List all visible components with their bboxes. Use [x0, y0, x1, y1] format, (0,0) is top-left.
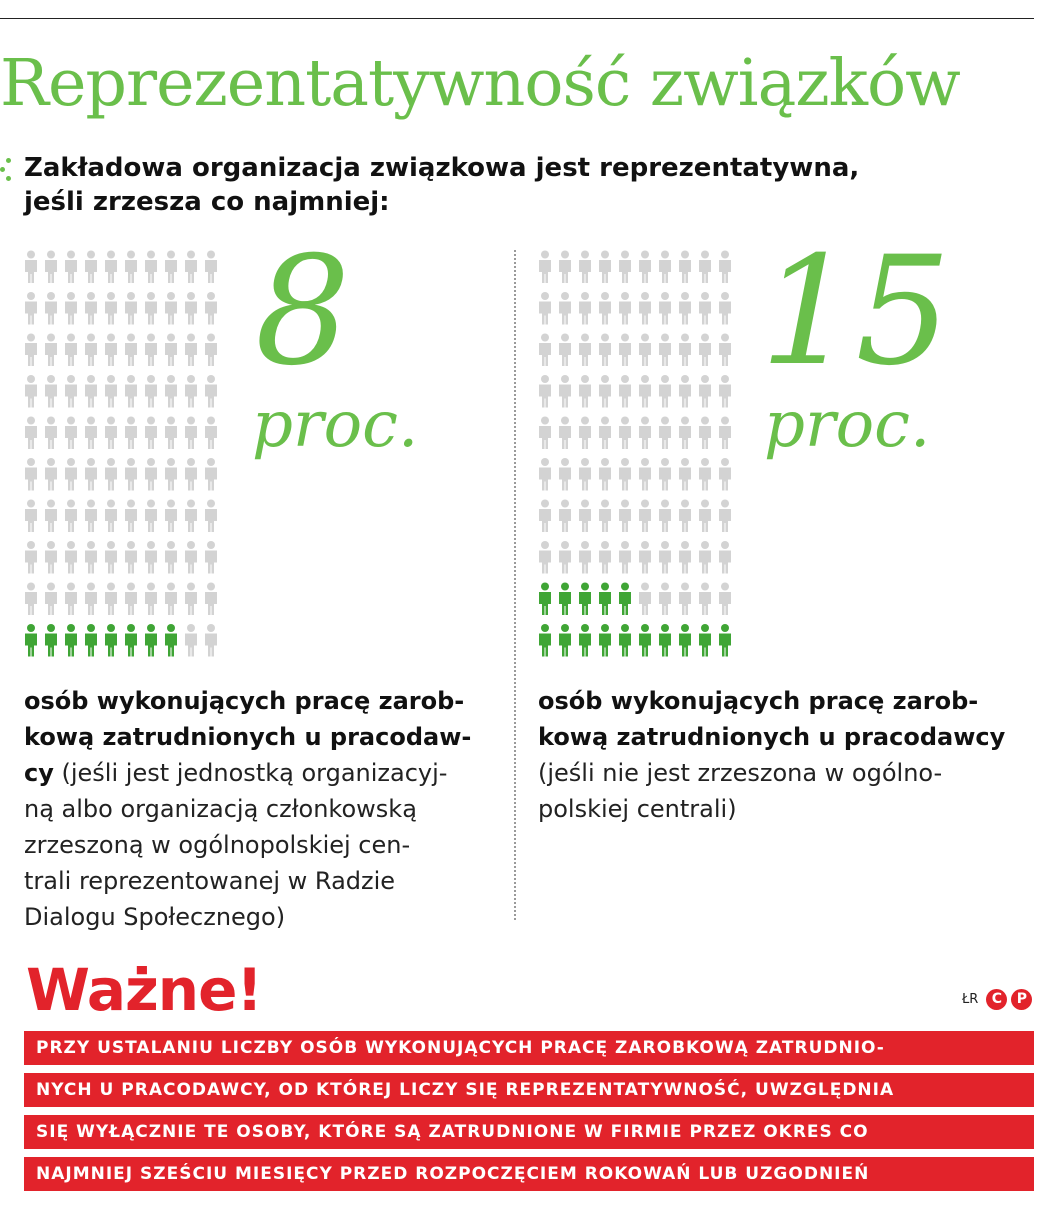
person-icon: [85, 417, 97, 450]
person-icon: [85, 500, 97, 533]
person-icon: [45, 251, 57, 284]
person-icon: [145, 500, 157, 533]
person-icon: [679, 251, 691, 284]
person-icon: [85, 334, 97, 367]
person-icon: [619, 375, 631, 408]
description-15: [538, 683, 1018, 827]
person-icon: [559, 458, 571, 491]
notice-line: SIĘ WYŁĄCZNIE TE OSOBY, KTÓRE SĄ ZATRUDNIONE W FIRMIE PRZEZ OKRES CO: [24, 1115, 1034, 1149]
person-icon: [25, 417, 37, 450]
person-icon: [205, 417, 217, 450]
person-icon: [65, 541, 77, 574]
person-icon: [25, 251, 37, 284]
person-icon-highlighted: [699, 624, 711, 657]
person-icon: [539, 251, 551, 284]
person-icon: [599, 541, 611, 574]
person-icon: [659, 334, 671, 367]
person-icon: [559, 375, 571, 408]
person-icon: [599, 251, 611, 284]
person-icon: [65, 583, 77, 616]
person-icon: [85, 458, 97, 491]
person-icon: [679, 541, 691, 574]
person-icon: [659, 251, 671, 284]
copyright-badge-c: C: [986, 989, 1007, 1010]
person-icon-highlighted: [559, 583, 571, 616]
person-icon: [25, 458, 37, 491]
person-icon: [45, 541, 57, 574]
person-icon: [559, 417, 571, 450]
person-icon: [25, 375, 37, 408]
person-icon: [699, 541, 711, 574]
person-icon-highlighted: [659, 624, 671, 657]
person-icon: [579, 541, 591, 574]
description-line: [538, 719, 1018, 755]
person-icon: [639, 583, 651, 616]
person-icon: [539, 500, 551, 533]
person-icon-highlighted: [579, 583, 591, 616]
person-icon: [185, 417, 197, 450]
person-icon: [719, 417, 731, 450]
person-icon-highlighted: [559, 624, 571, 657]
person-icon-highlighted: [145, 624, 157, 657]
person-icon-highlighted: [125, 624, 137, 657]
person-icon: [105, 292, 117, 325]
person-icon: [105, 541, 117, 574]
person-icon: [105, 583, 117, 616]
person-icon: [539, 375, 551, 408]
person-icon: [639, 334, 651, 367]
person-icon: [639, 458, 651, 491]
description-line: [538, 683, 1018, 719]
description-line: [24, 863, 504, 899]
description-bold: kową zatrudnionych u pracodawcy: [538, 723, 1006, 751]
person-icon: [145, 583, 157, 616]
person-icon: [205, 251, 217, 284]
person-icon: [65, 417, 77, 450]
person-icon: [639, 292, 651, 325]
description-normal: Dialogu Społecznego): [24, 903, 286, 931]
person-icon: [185, 541, 197, 574]
percent-value: 15: [760, 225, 951, 399]
person-icon: [85, 583, 97, 616]
person-icon: [165, 292, 177, 325]
description-line: [24, 827, 504, 863]
person-icon: [25, 500, 37, 533]
person-icon: [539, 417, 551, 450]
description-bold: cy: [24, 759, 54, 787]
person-icon: [679, 292, 691, 325]
person-icon: [65, 458, 77, 491]
description-normal: trali reprezentowanej w Radzie: [24, 867, 396, 895]
notice-line: NYCH U PRACODAWCY, OD KTÓREJ LICZY SIĘ REPREZENTATYWNOŚĆ, UWZGLĘDNIA: [24, 1073, 1034, 1107]
person-icon: [125, 334, 137, 367]
person-icon: [205, 500, 217, 533]
person-icon: [145, 375, 157, 408]
person-icon: [125, 251, 137, 284]
description-normal: (jeśli jest jednostką organizacyj-: [53, 759, 448, 787]
description-8: [24, 683, 504, 935]
person-icon: [105, 500, 117, 533]
important-heading: Ważne!: [26, 956, 262, 1024]
person-icon: [145, 334, 157, 367]
person-icon-highlighted: [539, 583, 551, 616]
person-icon: [619, 458, 631, 491]
person-icon: [85, 251, 97, 284]
description-line: [24, 719, 504, 755]
person-icon: [125, 583, 137, 616]
person-icon: [165, 541, 177, 574]
person-icon: [659, 458, 671, 491]
person-icon: [659, 541, 671, 574]
person-icon: [579, 375, 591, 408]
person-icon: [185, 458, 197, 491]
person-icon: [165, 500, 177, 533]
person-icon: [619, 541, 631, 574]
person-icon: [65, 251, 77, 284]
percent-unit: proc.: [252, 388, 419, 462]
person-icon: [45, 292, 57, 325]
person-icon: [205, 541, 217, 574]
person-icon-highlighted: [85, 624, 97, 657]
person-icon: [639, 417, 651, 450]
person-icon: [125, 292, 137, 325]
person-icon-highlighted: [599, 624, 611, 657]
person-icon: [205, 292, 217, 325]
person-icon: [145, 458, 157, 491]
person-icon: [679, 417, 691, 450]
person-icon: [185, 624, 197, 657]
description-normal: zrzeszoną w ogólnopolskiej cen-: [24, 831, 411, 859]
person-icon: [579, 292, 591, 325]
person-icon: [599, 334, 611, 367]
person-icon: [539, 334, 551, 367]
person-icon: [205, 375, 217, 408]
notice-line: PRZY USTALANIU LICZBY OSÓB WYKONUJĄCYCH PRACĘ ZAROBKOWĄ ZATRUDNIO-: [24, 1031, 1034, 1065]
person-icon: [559, 251, 571, 284]
isotype-grid-15: [538, 248, 738, 660]
person-icon: [45, 583, 57, 616]
person-icon-highlighted: [65, 624, 77, 657]
person-icon-highlighted: [105, 624, 117, 657]
top-rule: [0, 18, 1034, 19]
person-icon-highlighted: [619, 624, 631, 657]
person-icon: [205, 624, 217, 657]
person-icon: [145, 417, 157, 450]
person-icon: [719, 292, 731, 325]
person-icon: [599, 375, 611, 408]
person-icon: [559, 292, 571, 325]
person-icon: [699, 292, 711, 325]
person-icon: [105, 334, 117, 367]
person-icon: [539, 541, 551, 574]
person-icon: [185, 292, 197, 325]
person-icon: [25, 334, 37, 367]
person-icon: [165, 417, 177, 450]
person-icon: [65, 375, 77, 408]
person-icon: [579, 500, 591, 533]
person-icon: [699, 375, 711, 408]
person-icon: [719, 541, 731, 574]
description-line: [538, 755, 1018, 791]
person-icon: [205, 458, 217, 491]
person-icon: [559, 334, 571, 367]
person-icon: [125, 417, 137, 450]
person-icon: [125, 541, 137, 574]
person-icon-highlighted: [639, 624, 651, 657]
person-icon: [599, 292, 611, 325]
description-line: [24, 899, 504, 935]
credit: [962, 984, 1032, 1014]
person-icon: [185, 583, 197, 616]
person-icon: [659, 292, 671, 325]
person-icon: [45, 334, 57, 367]
isotype-figures: [538, 248, 738, 660]
description-normal: polskiej centrali): [538, 795, 737, 823]
bullet-dots-icon: [0, 158, 18, 182]
description-bold: kową zatrudnionych u pracodaw-: [24, 723, 472, 751]
person-icon: [659, 583, 671, 616]
dotted-divider: [514, 250, 516, 920]
person-icon: [65, 334, 77, 367]
person-icon: [659, 375, 671, 408]
person-icon-highlighted: [679, 624, 691, 657]
person-icon: [185, 251, 197, 284]
person-icon: [185, 334, 197, 367]
isotype-figures: [24, 248, 224, 660]
person-icon: [679, 458, 691, 491]
person-icon: [165, 251, 177, 284]
person-icon: [719, 458, 731, 491]
person-icon: [145, 541, 157, 574]
person-icon: [45, 458, 57, 491]
person-icon: [699, 583, 711, 616]
person-icon: [559, 500, 571, 533]
description-bold: osób wykonujących pracę zarob-: [24, 687, 465, 715]
lead-line: Zakładowa organizacja związkowa jest reprezentatywna,: [24, 153, 860, 183]
person-icon: [145, 292, 157, 325]
person-icon: [145, 251, 157, 284]
person-icon: [185, 375, 197, 408]
person-icon: [699, 458, 711, 491]
person-icon-highlighted: [579, 624, 591, 657]
percent-value: 8: [255, 225, 351, 399]
person-icon: [599, 458, 611, 491]
description-line: [24, 791, 504, 827]
person-icon: [65, 292, 77, 325]
person-icon: [165, 375, 177, 408]
lead-line: jeśli zrzesza co najmniej:: [24, 187, 390, 217]
person-icon: [85, 375, 97, 408]
description-line: [24, 755, 504, 791]
person-icon: [619, 292, 631, 325]
person-icon: [699, 334, 711, 367]
person-icon: [639, 541, 651, 574]
person-icon: [659, 417, 671, 450]
person-icon: [105, 375, 117, 408]
person-icon: [45, 500, 57, 533]
percent-unit: proc.: [764, 388, 931, 462]
person-icon: [619, 500, 631, 533]
person-icon-highlighted: [719, 624, 731, 657]
person-icon: [559, 541, 571, 574]
person-icon: [185, 500, 197, 533]
person-icon-highlighted: [165, 624, 177, 657]
person-icon: [105, 251, 117, 284]
person-icon: [165, 458, 177, 491]
person-icon: [699, 500, 711, 533]
person-icon: [579, 251, 591, 284]
person-icon: [619, 417, 631, 450]
person-icon: [45, 375, 57, 408]
author-initials: ŁR: [962, 991, 979, 1007]
person-icon-highlighted: [45, 624, 57, 657]
person-icon: [25, 541, 37, 574]
person-icon: [579, 334, 591, 367]
person-icon: [619, 334, 631, 367]
person-icon: [699, 417, 711, 450]
person-icon: [599, 500, 611, 533]
person-icon: [105, 417, 117, 450]
copyright-badge-p: P: [1011, 989, 1032, 1010]
person-icon: [65, 500, 77, 533]
person-icon: [719, 375, 731, 408]
person-icon-highlighted: [539, 624, 551, 657]
description-normal: ną albo organizacją członkowską: [24, 795, 417, 823]
isotype-grid-8: [24, 248, 224, 660]
notice-line: NAJMNIEJ SZEŚCIU MIESIĘCY PRZED ROZPOCZĘCIEM ROKOWAŃ LUB UZGODNIEŃ: [24, 1157, 1034, 1191]
person-icon-highlighted: [25, 624, 37, 657]
person-icon: [699, 251, 711, 284]
person-icon: [125, 458, 137, 491]
person-icon: [85, 541, 97, 574]
person-icon: [579, 417, 591, 450]
person-icon: [719, 583, 731, 616]
person-icon: [579, 458, 591, 491]
person-icon: [639, 375, 651, 408]
person-icon: [719, 251, 731, 284]
person-icon: [539, 292, 551, 325]
person-icon: [125, 375, 137, 408]
person-icon: [659, 500, 671, 533]
person-icon: [125, 500, 137, 533]
description-line: [24, 683, 504, 719]
important-notice: [24, 1031, 1034, 1199]
person-icon: [619, 251, 631, 284]
person-icon: [205, 334, 217, 367]
person-icon: [539, 458, 551, 491]
person-icon: [679, 583, 691, 616]
person-icon: [25, 292, 37, 325]
person-icon: [719, 500, 731, 533]
person-icon: [599, 417, 611, 450]
description-normal: (jeśli nie jest zrzeszona w ogólno-: [538, 759, 943, 787]
person-icon: [205, 583, 217, 616]
description-line: [538, 791, 1018, 827]
person-icon: [639, 251, 651, 284]
person-icon: [45, 417, 57, 450]
person-icon: [165, 334, 177, 367]
person-icon: [165, 583, 177, 616]
person-icon-highlighted: [619, 583, 631, 616]
person-icon: [679, 500, 691, 533]
person-icon: [679, 334, 691, 367]
person-icon: [639, 500, 651, 533]
description-bold: osób wykonujących pracę zarob-: [538, 687, 979, 715]
person-icon: [105, 458, 117, 491]
person-icon: [679, 375, 691, 408]
person-icon: [25, 583, 37, 616]
person-icon: [85, 292, 97, 325]
person-icon-highlighted: [599, 583, 611, 616]
lead-text: [24, 151, 1024, 219]
page-title: Reprezentatywność związków: [0, 46, 960, 121]
person-icon: [719, 334, 731, 367]
